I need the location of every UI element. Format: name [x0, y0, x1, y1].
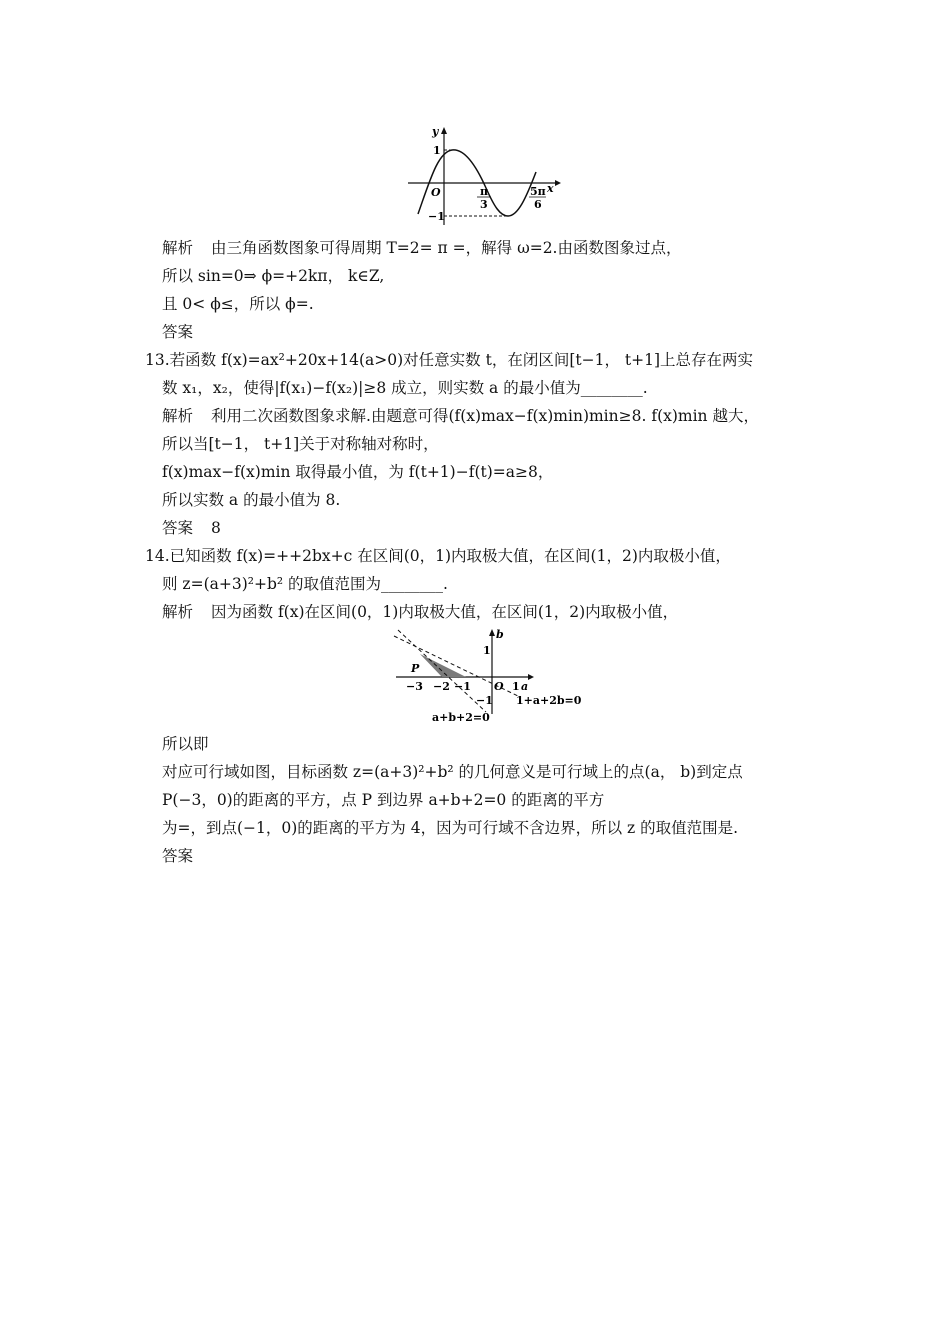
p13-question-line2: 数 x₁，x₂，使得|f(x₁)−f(x₂)|≥8 成立，则实数 a 的最小值为________. — [162, 379, 648, 397]
p14-question-text1: 已知函数 f(x)=++2bx+c 在区间(0，1)内取极大值，在区间(1，2)内取极小值， — [169, 547, 731, 565]
a-tick-1: 1 — [512, 680, 520, 693]
feasible-region — [420, 654, 466, 677]
origin-label: O — [494, 680, 504, 693]
point-p-label: P — [411, 662, 420, 675]
p12-analysis-line1 — [162, 238, 682, 258]
b-axis-arrow — [489, 629, 495, 636]
p14-answer-label: 答案 — [162, 847, 194, 865]
x-axis-arrow — [555, 180, 561, 186]
y-tick-1: 1 — [433, 144, 441, 157]
a-axis-arrow — [528, 674, 534, 680]
a-tick-neg3: −3 — [406, 680, 423, 693]
p13-question-line1 — [145, 350, 753, 370]
x-tick-5pi6-den: 6 — [534, 198, 542, 211]
a-tick-neg1: −1 — [454, 680, 471, 693]
p13-number: 13. — [145, 351, 170, 369]
line-label-2: a+b+2=0 — [432, 711, 490, 724]
x-tick-pi3-den: 3 — [480, 198, 488, 211]
x-tick-5pi6-num: 5π — [530, 185, 546, 198]
origin-label: O — [431, 186, 441, 199]
p13-analysis-text1: 利用二次函数图象求解.由题意可得(f(x)max−f(x)min)min≥8. f(x)min 越大， — [211, 407, 759, 425]
y-axis-arrow — [441, 127, 447, 134]
b-tick-1: 1 — [483, 644, 491, 657]
a-tick-neg2: −2 — [433, 680, 450, 693]
p13-analysis-line3: f(x)max−f(x)min 取得最小值，为 f(t+1)−f(t)=a≥8， — [162, 463, 554, 481]
p14-question-line1 — [145, 546, 731, 566]
p14-question-line2: 则 z=(a+3)²+b² 的取值范围为________. — [162, 575, 448, 593]
x-axis-label: x — [547, 182, 554, 195]
p14-analysis-line1 — [162, 602, 678, 622]
analysis-label: 解析 — [162, 603, 194, 621]
p13-analysis-line2: 所以当[t−1， t+1]关于对称轴对称时， — [162, 435, 439, 453]
p13-answer-value: 8 — [211, 519, 221, 537]
sine-graph-figure — [400, 122, 565, 232]
x-tick-pi3-num: π — [480, 185, 489, 198]
p14-analysis-line4: P(−3，0)的距离的平方，点 P 到边界 a+b+2=0 的距离的平方 — [162, 791, 605, 809]
p13-answer-line — [162, 518, 221, 538]
b-axis-label: b — [496, 628, 504, 641]
p12-analysis-line3: 且 0< ϕ≤，所以 ϕ=. — [162, 295, 314, 313]
p14-analysis-line2: 所以即 — [162, 735, 209, 753]
p13-question-text1: 若函数 f(x)=ax²+20x+14(a>0)对任意实数 t，在闭区间[t−1， t+1]上总存在两实 — [169, 351, 754, 369]
p14-analysis-line3: 对应可行域如图，目标函数 z=(a+3)²+b² 的几何意义是可行域上的点(a， b)到定点 — [162, 763, 743, 781]
y-tick-neg1: −1 — [428, 210, 445, 223]
answer-label: 答案 — [162, 519, 194, 537]
p13-analysis-line1 — [162, 406, 759, 426]
p12-analysis-text1: 由三角函数图象可得周期 T=2= π =，解得 ω=2.由函数图象过点， — [211, 239, 682, 257]
analysis-label: 解析 — [162, 407, 194, 425]
p12-answer-label: 答案 — [162, 323, 194, 341]
a-axis-label: a — [521, 680, 529, 693]
b-tick-neg1: −1 — [476, 694, 493, 707]
p13-analysis-line4: 所以实数 a 的最小值为 8. — [162, 491, 341, 509]
p12-analysis-line2: 所以 sin=0⇒ ϕ=+2kπ， k∈Z, — [162, 267, 385, 285]
analysis-label: 解析 — [162, 239, 194, 257]
y-axis-label: y — [432, 125, 439, 138]
p14-analysis-line5: 为=，到点(−1，0)的距离的平方为 4，因为可行域不含边界，所以 z 的取值范围是. — [162, 819, 739, 837]
feasible-region-figure — [390, 624, 590, 728]
line-label-1: 1+a+2b=0 — [516, 694, 582, 707]
p14-analysis-text1: 因为函数 f(x)在区间(0，1)内取极大值，在区间(1，2)内取极小值， — [211, 603, 679, 621]
p14-number: 14. — [145, 547, 170, 565]
